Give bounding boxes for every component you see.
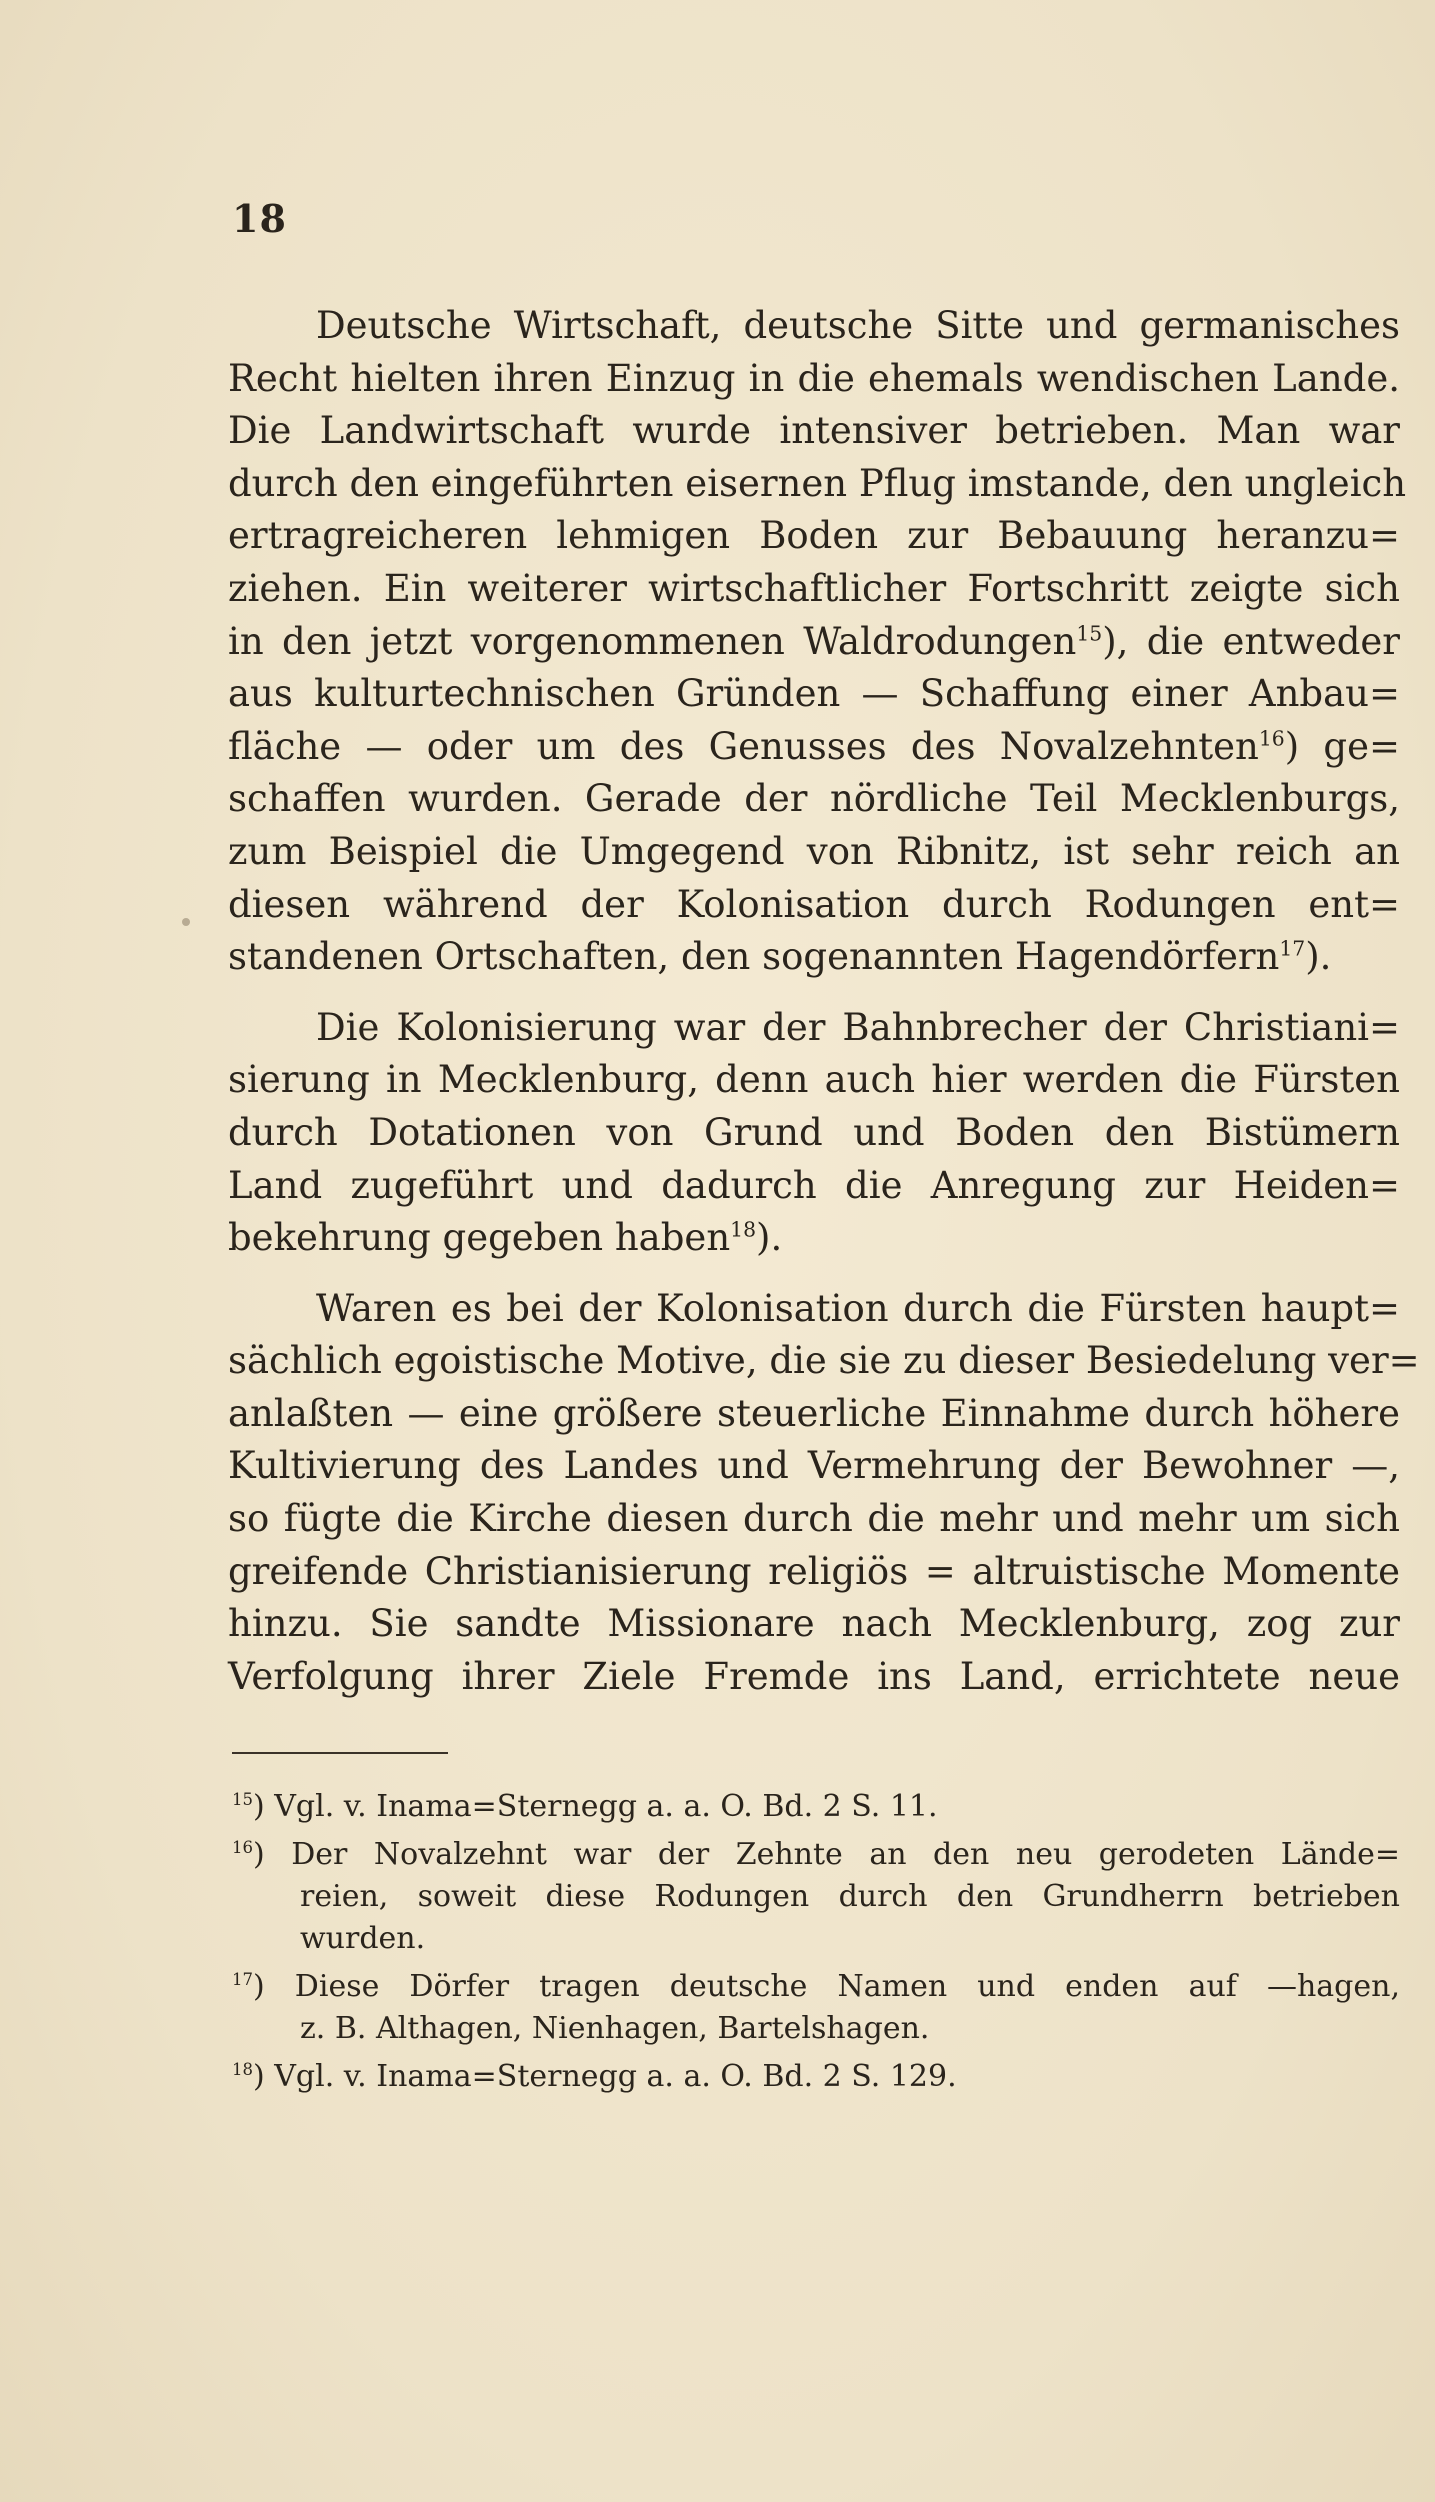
text-line: so fügte die Kirche diesen durch die mehr und mehr um sich	[228, 1497, 1400, 1541]
text-line: sächlich egoistische Motive, die sie zu dieser Besiedelung ver=	[228, 1339, 1420, 1383]
footnote: $^{17}$) Diese Dörfer tragen deutsche Namen und enden auf —hagen,	[232, 1969, 1400, 2004]
text-line: ziehen. Ein weiterer wirtschaftlicher Fortschritt zeigte sich	[228, 566, 1400, 610]
text-line: bekehrung gegeben haben$^{18}$).	[228, 1216, 783, 1260]
footnote-continuation: z. B. Althagen, Nienhagen, Bartelshagen.	[300, 2011, 930, 2046]
text-line: durch den eingeführten eisernen Pflug imstande, den ungleich	[228, 461, 1407, 505]
text-line: Die Landwirtschaft wurde intensiver betrieben. Man war	[228, 409, 1400, 453]
footnote-ref: 17	[1279, 936, 1306, 961]
footnote-continuation: reien, soweit diese Rodungen durch den Grundherrn betrieben	[300, 1879, 1400, 1914]
main-text	[228, 300, 1420, 1703]
text-line: Land zugeführt und dadurch die Anregung zur Heiden=	[228, 1163, 1400, 1207]
text-line: standenen Ortschaften, den sogenannten Hagendörfern$^{17}$).	[228, 935, 1332, 979]
text-line: zum Beispiel die Umgegend von Ribnitz, ist sehr reich an	[228, 829, 1400, 873]
text-line: schaffen wurden. Gerade der nördliche Teil Mecklenburgs,	[228, 777, 1400, 821]
text-line: aus kulturtechnischen Gründen — Schaffung einer Anbau=	[228, 672, 1400, 716]
text-line: hinzu. Sie sandte Missionare nach Mecklenburg, zog zur	[228, 1602, 1400, 1646]
text-line: anlaßten — eine größere steuerliche Einnahme durch höhere	[228, 1391, 1400, 1435]
footnote-ref: 15	[1076, 621, 1103, 646]
text-line: diesen während der Kolonisation durch Rodungen ent=	[228, 882, 1400, 926]
footnote: $^{18}$) Vgl. v. Inama=Sternegg a. a. O. Bd. 2 S. 129.	[232, 2059, 957, 2094]
footnote-ref: 16	[1258, 726, 1285, 751]
paper-speck	[182, 918, 190, 926]
footnote: $^{16}$) Der Novalzehnt war der Zehnte an den neu gerodeten Lände=	[232, 1837, 1401, 1872]
text-line: Verfolgung ihrer Ziele Fremde ins Land, errichtete neue	[228, 1654, 1400, 1698]
footnote-ref: 18	[730, 1217, 757, 1242]
text-line: Kultivierung des Landes und Vermehrung der Bewohner —,	[228, 1444, 1400, 1488]
footnote-continuation: wurden.	[300, 1921, 426, 1956]
text-line: fläche — oder um des Genusses des Novalzehnten$^{16}$) ge=	[228, 724, 1401, 768]
footnote-divider	[232, 1752, 448, 1754]
text-line: greifende Christianisierung religiös = altruistische Momente	[228, 1549, 1400, 1593]
text-line: in den jetzt vorgenommenen Waldrodungen$^{15}$), die entweder	[228, 619, 1400, 663]
text-line: Die Kolonisierung war der Bahnbrecher der Christiani=	[316, 1005, 1400, 1049]
text-line: sierung in Mecklenburg, denn auch hier werden die Fürsten	[228, 1058, 1400, 1102]
text-line: Recht hielten ihren Einzug in die ehemals wendischen Lande.	[228, 356, 1400, 400]
text-line: durch Dotationen von Grund und Boden den Bistümern	[228, 1110, 1400, 1154]
text-line: Deutsche Wirtschaft, deutsche Sitte und germanisches	[316, 304, 1400, 347]
page-number: 18	[232, 196, 287, 241]
text-line: ertragreicheren lehmigen Boden zur Bebauung heranzu=	[228, 514, 1400, 558]
footnotes	[232, 1786, 1400, 2098]
footnote: $^{15}$) Vgl. v. Inama=Sternegg a. a. O. Bd. 2 S. 11.	[232, 1789, 938, 1824]
text-line: Waren es bei der Kolonisation durch die Fürsten haupt=	[316, 1286, 1400, 1330]
